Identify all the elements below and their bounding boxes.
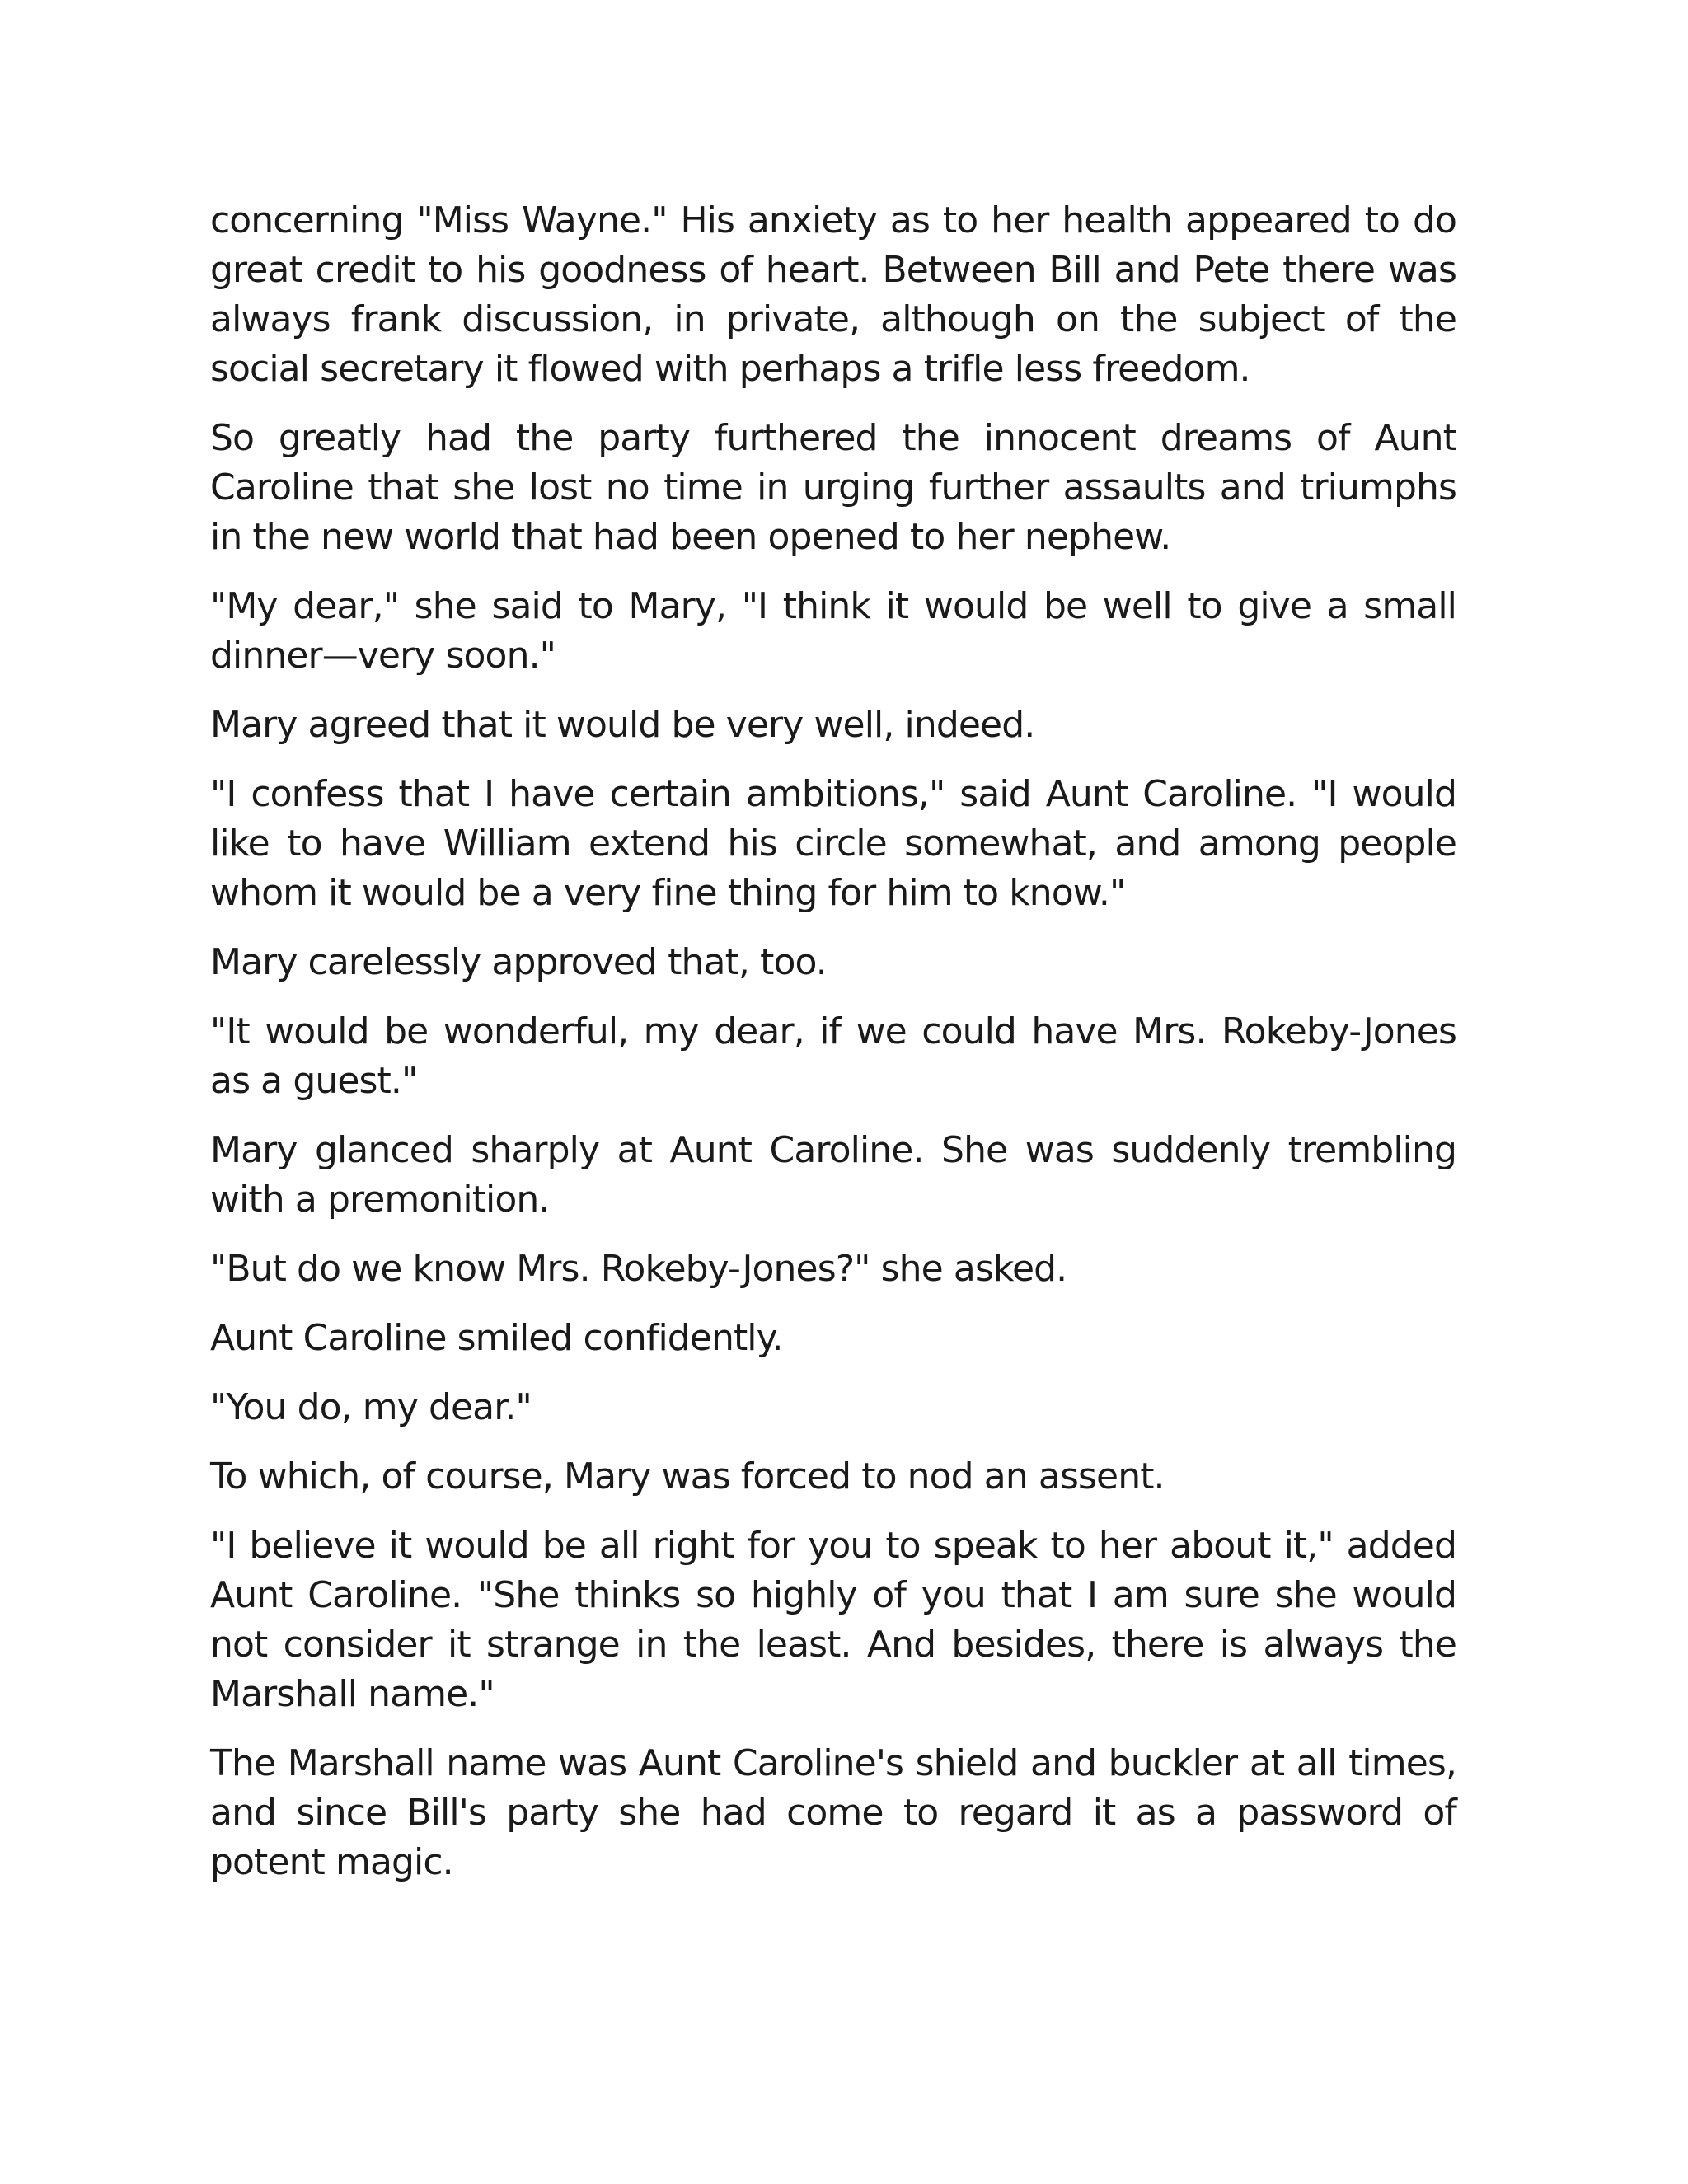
paragraph: "It would be wonderful, my dear, if we could have Mrs. Rokeby-Jones as a guest." (210, 1010, 1456, 1102)
document-page (210, 196, 1456, 1907)
paragraph: "But do we know Mrs. Rokeby-Jones?" she asked. (210, 1248, 1067, 1290)
paragraph: Mary carelessly approved that, too. (210, 941, 827, 983)
paragraph: "You do, my dear." (210, 1386, 532, 1428)
paragraph: "I believe it would be all right for you to speak to her about it," added Aunt Caroline. "She thinks so highly of you that I am sure she would not consider it strange in the least. And besides, there is always the Marshall name." (210, 1525, 1456, 1715)
paragraph: Mary glanced sharply at Aunt Caroline. She was suddenly trembling with a premonition. (210, 1129, 1456, 1221)
paragraph: Aunt Caroline smiled confidently. (210, 1317, 783, 1359)
paragraph: "My dear," she said to Mary, "I think it would be well to give a small dinner—very soon." (210, 585, 1456, 677)
paragraph: Mary agreed that it would be very well, indeed. (210, 704, 1035, 746)
paragraph: To which, of course, Mary was forced to nod an assent. (210, 1455, 1165, 1497)
paragraph: concerning "Miss Wayne." His anxiety as to her health appeared to do great credit to his goodness of heart. Between Bill and Pete there was always frank discussion, in private, although on the subject of the social secretary it flowed with perhaps a trifle less freedom. (210, 199, 1456, 390)
paragraph: So greatly had the party furthered the innocent dreams of Aunt Caroline that she lost no time in urging further assaults and triumphs in the new world that had been opened to her nephew. (210, 417, 1456, 558)
paragraph: The Marshall name was Aunt Caroline's shield and buckler at all times, and since Bill's party she had come to regard it as a password of potent magic. (210, 1742, 1456, 1883)
paragraph: "I confess that I have certain ambitions," said Aunt Caroline. "I would like to have William extend his circle somewhat, and among people whom it would be a very fine thing for him to know." (210, 773, 1456, 914)
